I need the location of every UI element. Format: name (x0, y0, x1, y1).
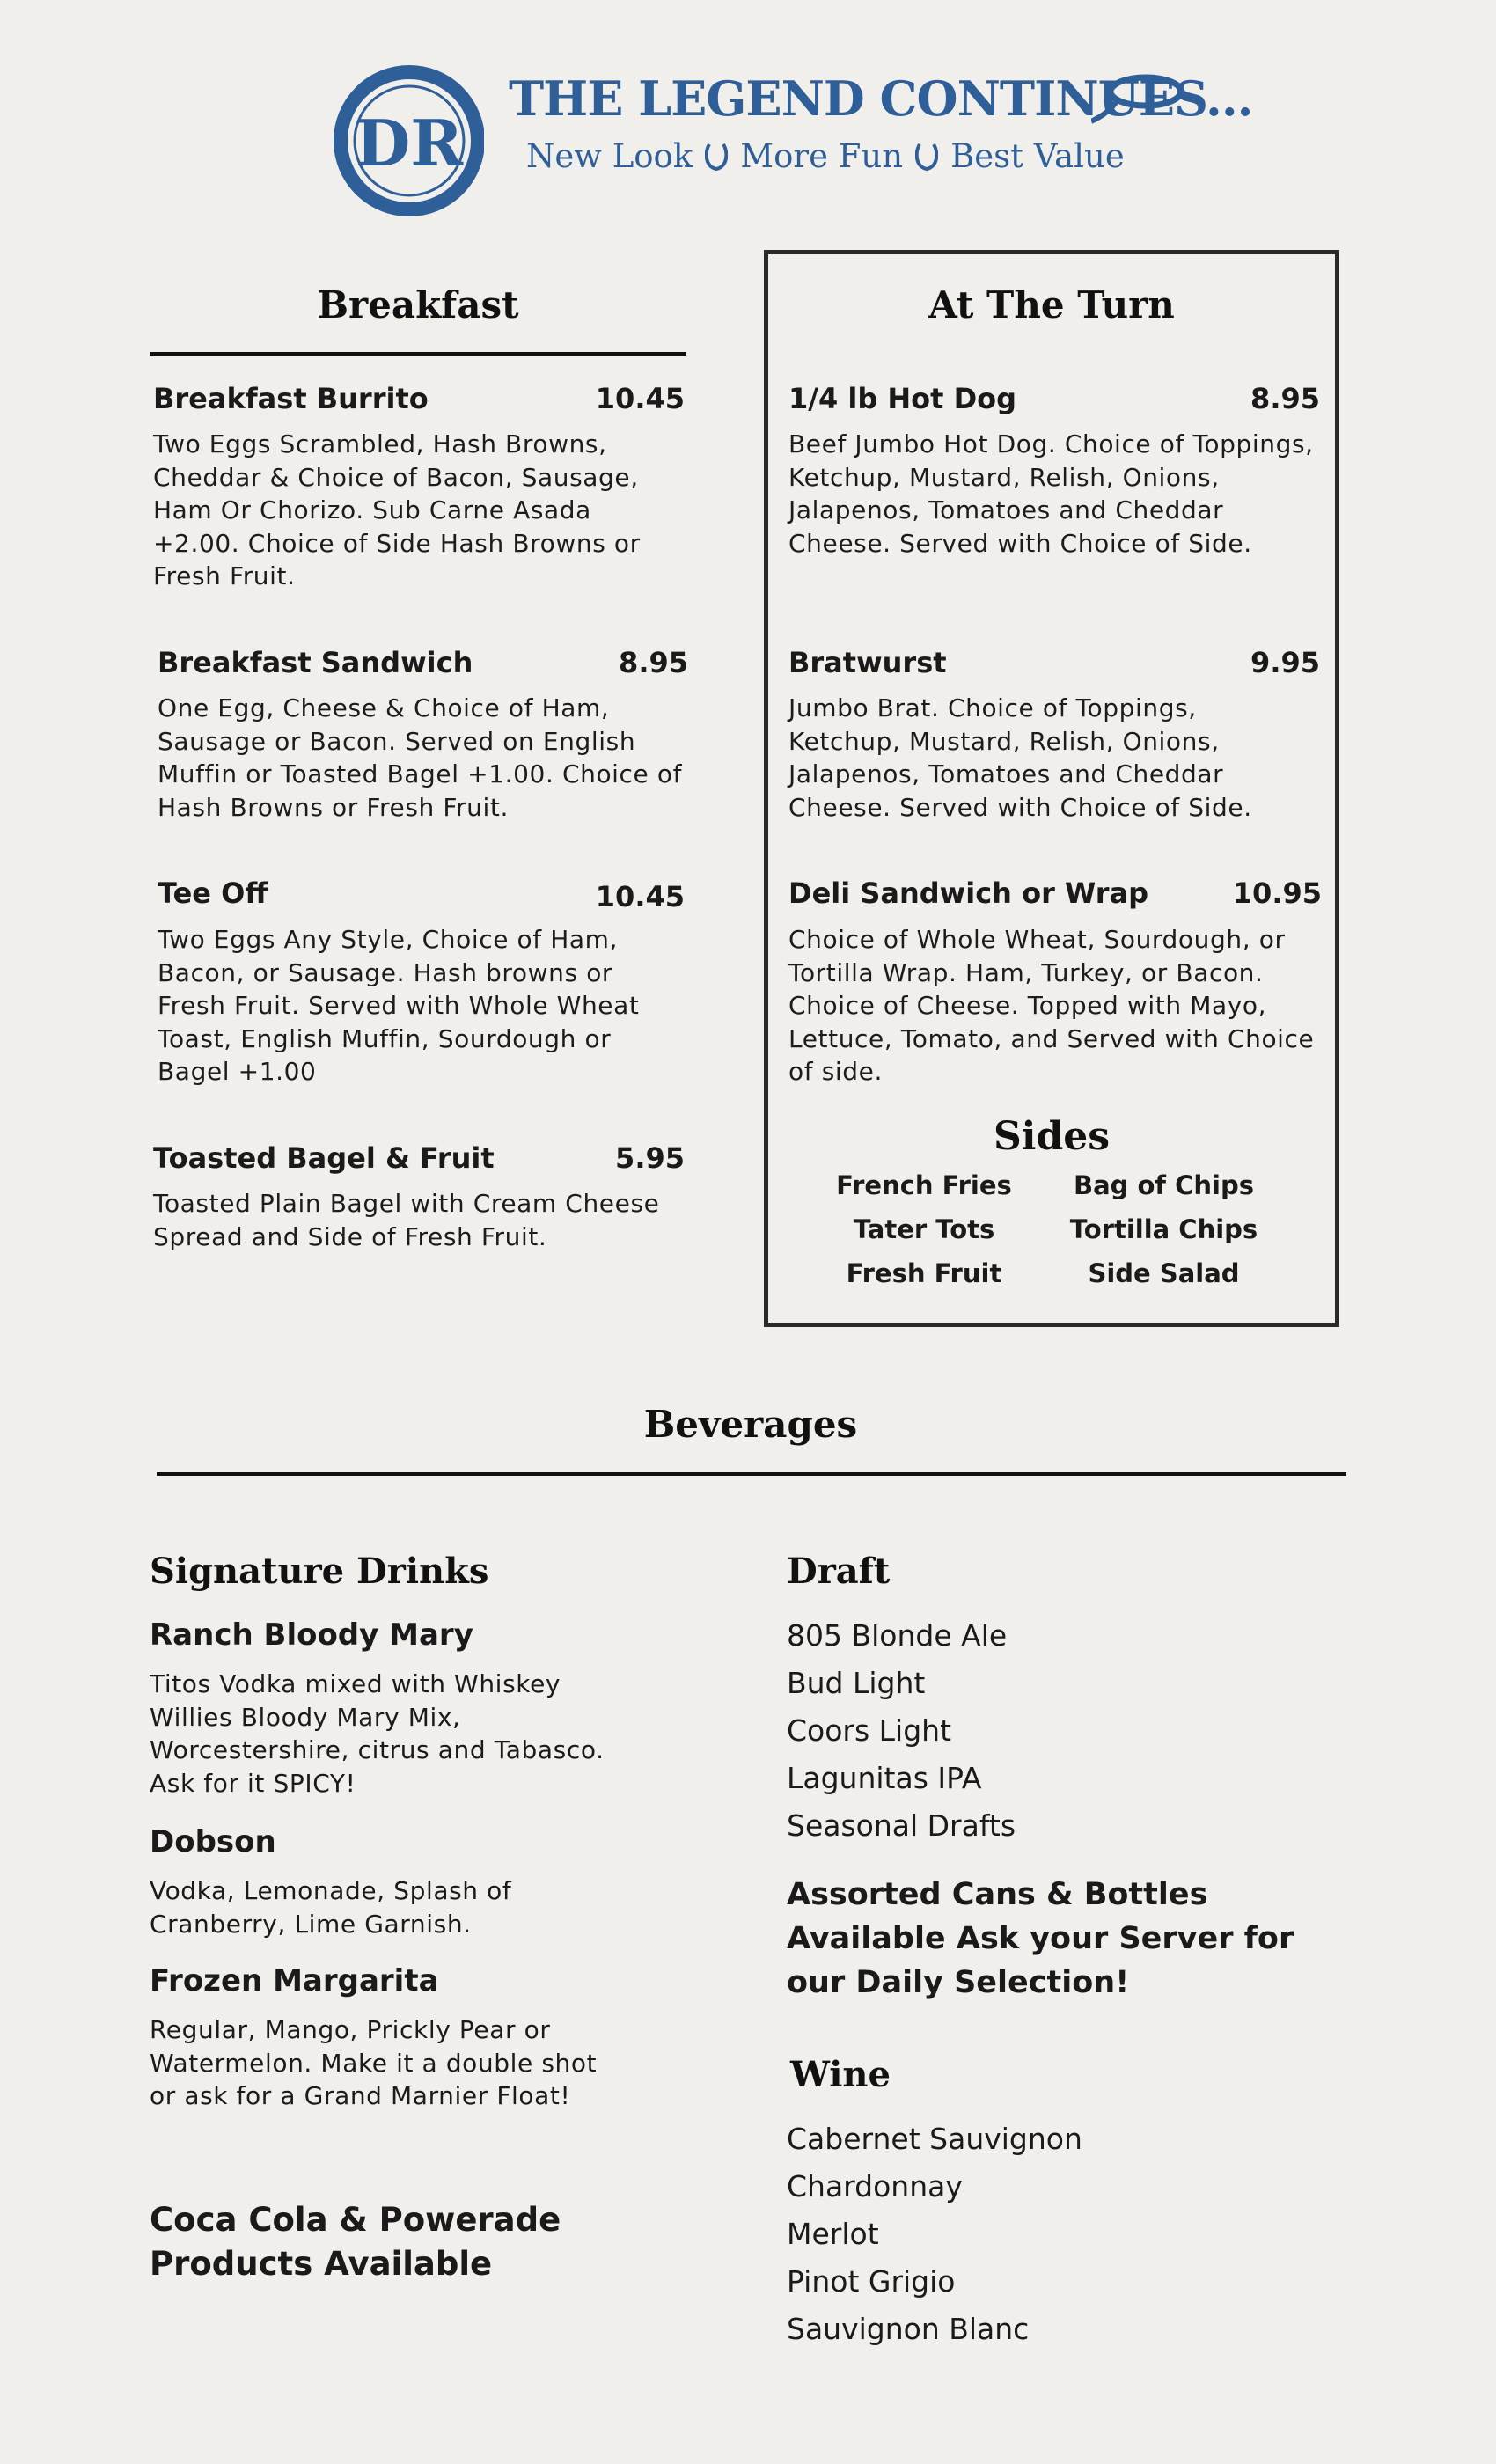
menu-item-name: Breakfast Sandwich (158, 646, 473, 679)
logo (326, 60, 1253, 218)
horseshoe-icon (915, 141, 938, 172)
side-item: Side Salad (1088, 1258, 1240, 1288)
logo-monogram: DR (355, 106, 464, 180)
menu-item-name: Breakfast Burrito (153, 382, 429, 415)
header-tagline (526, 137, 1125, 175)
tagline-more-fun: More Fun (740, 137, 904, 175)
drink-description: Vodka, Lemonade, Splash of Cranberry, Lime Garnish. (150, 1876, 512, 1939)
drink-name: Dobson (150, 1824, 276, 1859)
menu-item-price: 10.95 (1232, 876, 1322, 910)
wine-item: Sauvignon Blanc (787, 2312, 1030, 2346)
draft-heading: Draft (787, 1551, 891, 1592)
drink-description: Titos Vodka mixed with Whiskey Willies Bloody Mary Mix, Worcestershire, citrus and Tabasco. Ask for it SPICY! (150, 1669, 605, 1798)
menu-item-name: Bratwurst (788, 646, 947, 679)
menu-item-price: 8.95 (1250, 382, 1320, 415)
draft-item: 805 Blonde Ale (787, 1618, 1008, 1653)
menu-item-description: Two Eggs Any Style, Choice of Ham, Bacon, or Sausage. Hash browns or Fresh Fruit. Served with Whole Wheat Toast, English Muffin, Sourdough or Bagel +1.00 (158, 925, 640, 1086)
side-item: Tater Tots (853, 1214, 995, 1244)
side-item: Fresh Fruit (846, 1258, 1002, 1288)
signature-drinks-heading: Signature Drinks (150, 1551, 489, 1592)
menu-item-description: Beef Jumbo Hot Dog. Choice of Toppings, Ketchup, Mustard, Relish, Onions, Jalapenos, Tomatoes and Cheddar Cheese. Served with Choice of Side. (788, 429, 1314, 558)
beverages-divider (157, 1472, 1346, 1476)
breakfast-divider (150, 352, 686, 356)
menu-item-description: Jumbo Brat. Choice of Toppings, Ketchup, Mustard, Relish, Onions, Jalapenos, Tomatoes and Cheddar Cheese. Served with Choice of Side. (788, 693, 1252, 822)
wine-item: Merlot (787, 2217, 879, 2251)
drink-name: Frozen Margarita (150, 1963, 439, 1998)
menu-item-price: 5.95 (615, 1141, 685, 1175)
tagline-new-look: New Look (526, 137, 693, 175)
menu-item-description: Choice of Whole Wheat, Sourdough, or Tortilla Wrap. Ham, Turkey, or Bacon. Choice of Cheese. Topped with Mayo, Lettuce, Tomato, and Served with Choice of side. (788, 925, 1315, 1086)
sides-heading: Sides (993, 1114, 1111, 1159)
drink-description: Regular, Mango, Prickly Pear or Watermelon. Make it a double shot or ask for a Grand Marnier Float! (150, 2015, 598, 2110)
draft-list (787, 1612, 1016, 1850)
header-title: THE LEGEND CONTINUES... (509, 70, 1253, 127)
menu-item-name: Toasted Bagel & Fruit (153, 1141, 495, 1175)
menu-item-name: 1/4 lb Hot Dog (788, 382, 1017, 415)
wine-item: Pinot Grigio (787, 2264, 956, 2299)
menu-item-name: Tee Off (158, 876, 268, 910)
menu-item-price: 8.95 (619, 646, 688, 679)
wine-item: Cabernet Sauvignon (787, 2122, 1082, 2156)
menu-item-price: 10.45 (595, 382, 685, 415)
menu-item-description: One Egg, Cheese & Choice of Ham, Sausage or Bacon. Served on English Muffin or Toasted Bagel +1.00. Choice of Hash Browns or Fresh Fruit. (158, 693, 683, 822)
menu-item-price: 10.45 (595, 880, 685, 913)
draft-item: Seasonal Drafts (787, 1808, 1016, 1843)
horseshoe-icon (705, 141, 728, 172)
menu-item-price: 9.95 (1250, 646, 1320, 679)
menu-item-description: Two Eggs Scrambled, Hash Browns, Cheddar & Choice of Bacon, Sausage, Ham Or Chorizo. Sub Carne Asada +2.00. Choice of Side Hash Browns or Fresh Fruit. (153, 429, 641, 590)
beverages-heading: Beverages (643, 1403, 858, 1446)
drink-name: Ranch Bloody Mary (150, 1617, 473, 1653)
at-the-turn-heading: At The Turn (928, 283, 1175, 326)
breakfast-heading: Breakfast (317, 283, 519, 326)
draft-item: Coors Light (787, 1713, 952, 1748)
soda-note: Coca Cola & Powerade Products Available (150, 2201, 561, 2283)
menu-item-description: Toasted Plain Bagel with Cream Cheese Spread and Side of Fresh Fruit. (153, 1189, 660, 1251)
side-item: Bag of Chips (1073, 1170, 1255, 1200)
tagline-best-value: Best Value (950, 137, 1125, 175)
side-item: Tortilla Chips (1069, 1214, 1258, 1244)
wine-list (787, 2116, 1082, 2353)
lasso-icon (1091, 69, 1188, 139)
cans-bottles-note: Assorted Cans & Bottles Available Ask your Server for our Daily Selection! (787, 1877, 1294, 2000)
side-item: French Fries (836, 1170, 1012, 1200)
menu-item-name: Deli Sandwich or Wrap (788, 876, 1149, 910)
wine-heading: Wine (790, 2054, 891, 2095)
draft-item: Lagunitas IPA (787, 1761, 982, 1795)
draft-item: Bud Light (787, 1666, 926, 1700)
wine-item: Chardonnay (787, 2169, 963, 2204)
